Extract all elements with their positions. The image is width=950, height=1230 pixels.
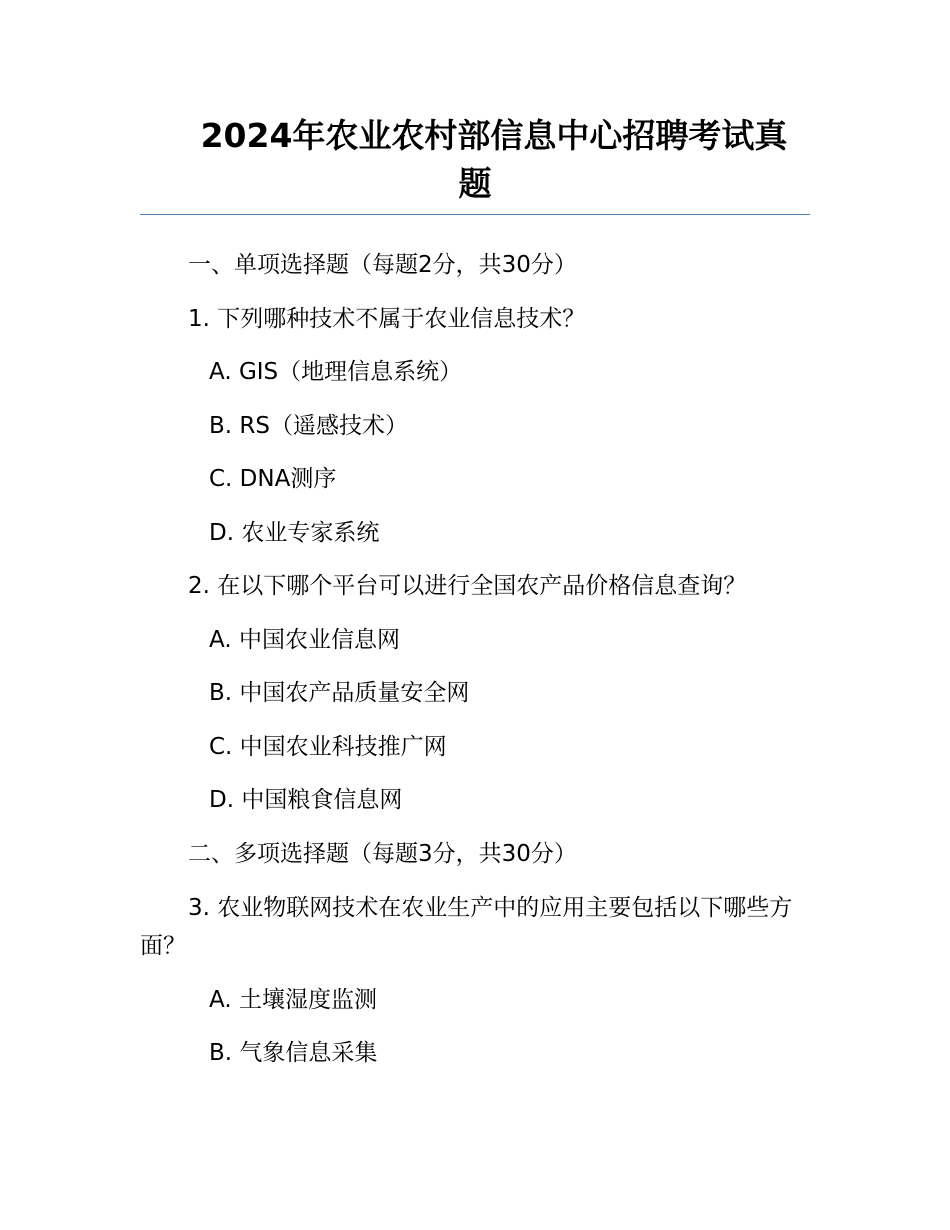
document-title-line-1: 2024年农业农村部信息中心招聘考试真 (200, 116, 788, 155)
question-2-option-d: D. 中国粮食信息网 (209, 787, 403, 813)
question-3-option-b: B. 气象信息采集 (209, 1040, 378, 1066)
document-title (140, 112, 810, 208)
document-title-line-2: 题 (458, 164, 492, 203)
question-1: 1. 下列哪种技术不属于农业信息技术？ (188, 306, 586, 332)
title-divider (140, 214, 810, 215)
question-3-option-a: A. 土壤湿度监测 (209, 987, 377, 1013)
section-heading-multiple-choice: 二、多项选择题（每题3分，共30分） (188, 841, 577, 867)
question-2-option-c: C. 中国农业科技推广网 (209, 734, 447, 760)
question-1-option-b: B. RS（遥感技术） (209, 413, 408, 439)
section-heading-single-choice: 一、单项选择题（每题2分，共30分） (188, 252, 577, 278)
question-1-option-d: D. 农业专家系统 (209, 520, 380, 546)
question-1-option-a: A. GIS（地理信息系统） (209, 359, 463, 385)
question-2-option-a: A. 中国农业信息网 (209, 627, 400, 653)
question-2: 2. 在以下哪个平台可以进行全国农产品价格信息查询？ (188, 573, 747, 599)
question-1-option-c: C. DNA测序 (209, 466, 337, 492)
question-2-option-b: B. 中国农产品质量安全网 (209, 680, 470, 706)
question-3: 3. 农业物联网技术在农业生产中的应用主要包括以下哪些方面？ (140, 895, 793, 959)
